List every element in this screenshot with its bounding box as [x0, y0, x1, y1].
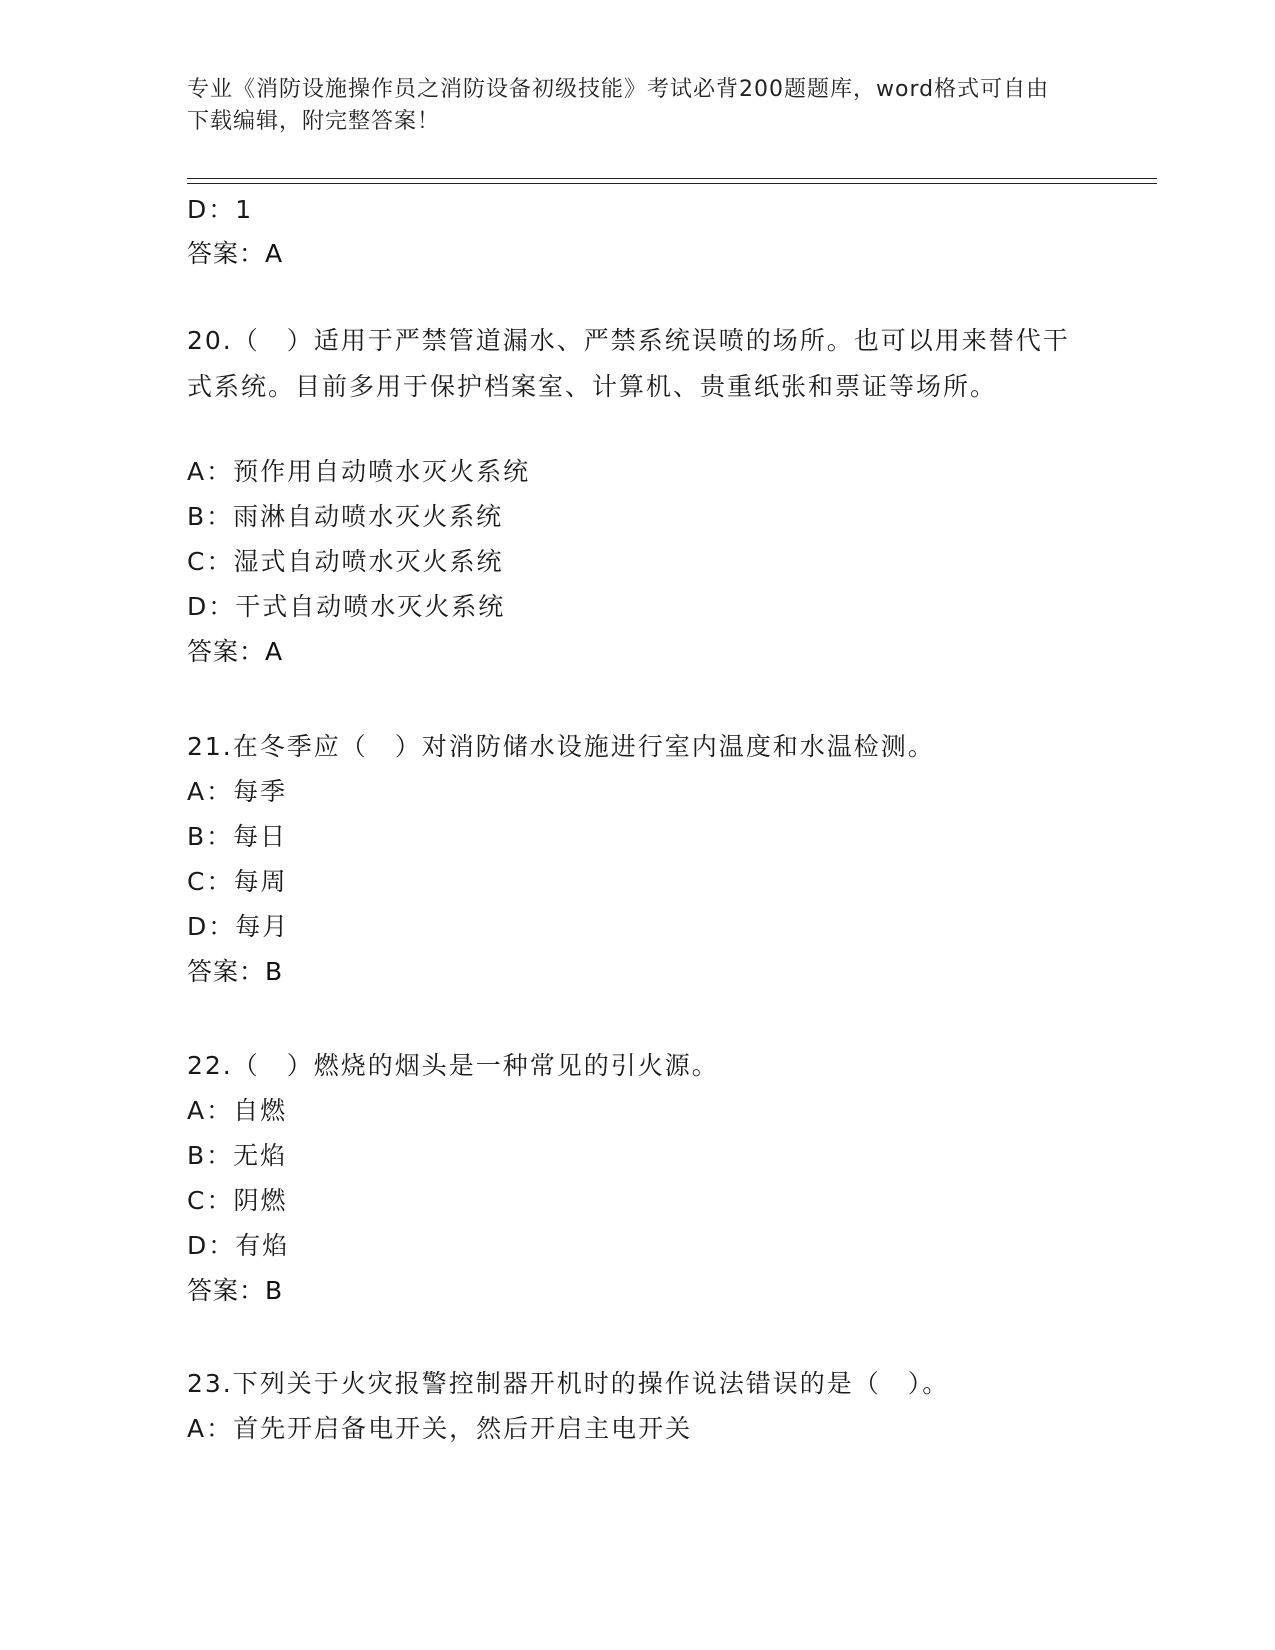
- q22-option-a: A：自燃: [187, 1096, 288, 1125]
- q21-option-b: B：每日: [187, 822, 288, 851]
- header-rule-bottom: [187, 183, 1157, 184]
- q23-option-a: A：首先开启备电开关，然后开启主电开关: [187, 1414, 693, 1443]
- q20-option-d: D：干式自动喷水灭火系统: [187, 592, 506, 621]
- prev-answer: 答案：A: [187, 239, 284, 268]
- q21-answer: 答案：B: [187, 957, 284, 986]
- q22-option-b: B：无焰: [187, 1141, 288, 1170]
- q22-answer: 答案：B: [187, 1276, 284, 1305]
- q20-stem: 20.（ ）适用于严禁管道漏水、严禁系统误喷的场所。也可以用来替代干式系统。目前多用于保护档案室、计算机、贵重纸张和票证等场所。: [187, 326, 1070, 401]
- q21-option-c: C：每周: [187, 867, 288, 896]
- q22-option-d: D：有焰: [187, 1231, 290, 1260]
- q21-stem: 21.在冬季应（ ）对消防储水设施进行室内温度和水温检测。: [187, 732, 935, 761]
- q20-option-a: A：预作用自动喷水灭火系统: [187, 457, 531, 486]
- q21-option-d: D：每月: [187, 912, 290, 941]
- q20-option-c: C：湿式自动喷水灭火系统: [187, 547, 504, 576]
- header-rule-top: [187, 178, 1157, 179]
- q22-stem: 22.（ ）燃烧的烟头是一种常见的引火源。: [187, 1051, 719, 1080]
- q21-option-a: A：每季: [187, 777, 288, 806]
- q20-answer: 答案：A: [187, 637, 284, 666]
- prev-option-d: D：1: [187, 195, 254, 224]
- q20-option-b: B：雨淋自动喷水灭火系统: [187, 502, 504, 531]
- q23-stem: 23.下列关于火灾报警控制器开机时的操作说法错误的是（ ）。: [187, 1369, 950, 1398]
- document-header: 专业《消防设施操作员之消防设备初级技能》考试必背200题题库，word格式可自由下载编辑，附完整答案！: [187, 77, 1050, 134]
- q22-option-c: C：阴燃: [187, 1186, 288, 1215]
